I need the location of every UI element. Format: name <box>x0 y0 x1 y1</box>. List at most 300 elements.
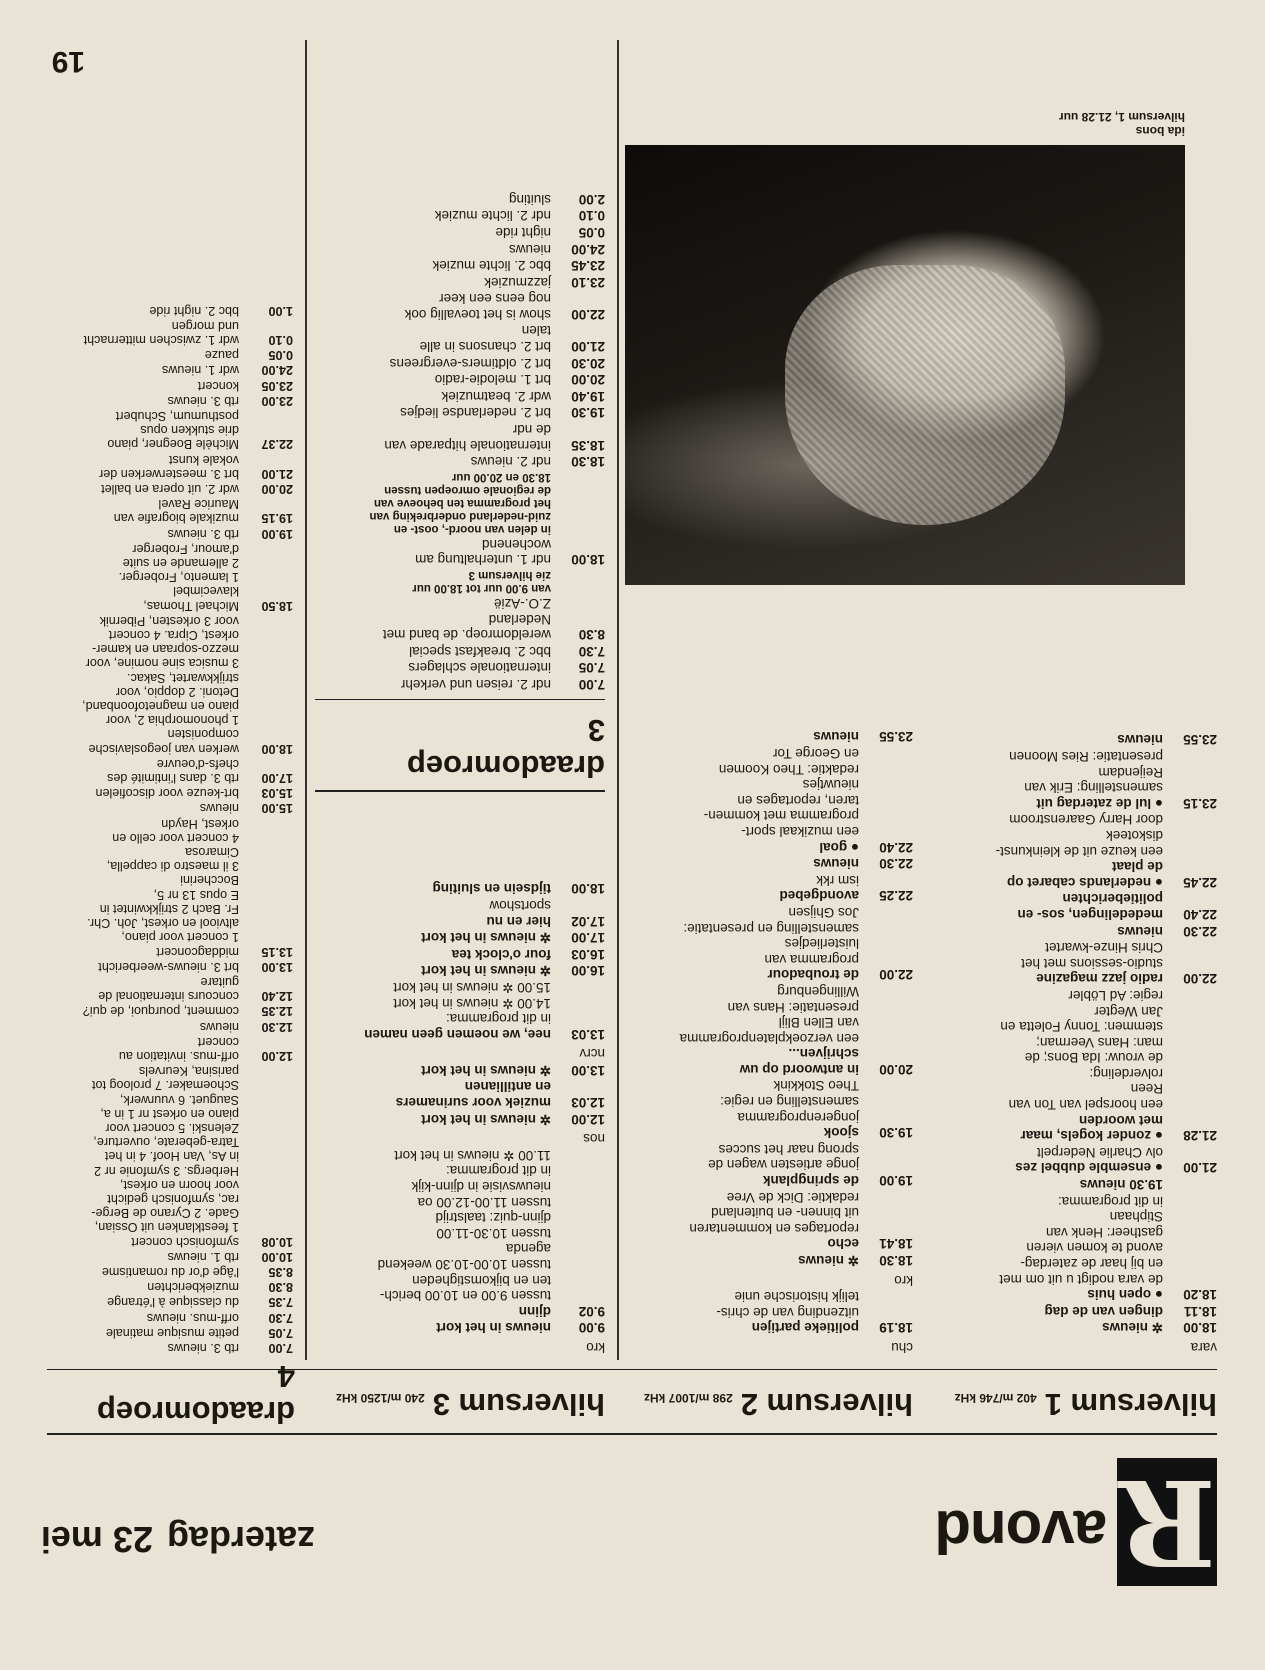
program-title: ✲ nieuws in het kort <box>421 1111 551 1127</box>
program-time: 23.10 <box>571 274 605 290</box>
program-description: jazzmuziek <box>484 274 551 290</box>
station-header-hilversum-1 <box>955 1386 1217 1422</box>
program-entry <box>315 421 605 452</box>
program-title: mededelingen, sos- en politieberichten <box>1017 891 1163 922</box>
program-entry <box>927 1193 1217 1302</box>
program-entry <box>315 454 605 470</box>
photo-hat-shape <box>785 265 1065 525</box>
program-time: 13.00 <box>571 1062 605 1078</box>
program-title: ✲ nieuws <box>1102 1320 1163 1336</box>
program-description: nieuws <box>508 241 551 257</box>
program-entry <box>315 676 605 692</box>
program-entry <box>43 801 293 815</box>
program-description: een keuze uit de kleinkunst- diskoteek door Harry Gaarenstroom <box>995 812 1163 859</box>
program-title: politieke partijen <box>751 1320 859 1336</box>
photo-caption: ida bons hilversum 1, 21.28 uur <box>1058 110 1185 138</box>
program-time: 12.35 <box>261 1004 293 1019</box>
program-title: ● lul de zaterdag uit <box>1036 795 1163 811</box>
program-time: 10.00 <box>261 1249 293 1264</box>
program-time: 22.40 <box>879 839 913 855</box>
program-entry <box>315 208 605 224</box>
station-title: hilversum 1 <box>1044 1387 1217 1422</box>
program-entry <box>43 786 293 800</box>
program-time: 17.00 <box>261 771 293 786</box>
program-time: 19.30 <box>571 405 605 421</box>
program-title: four o'clock tea <box>451 946 551 962</box>
program-entry <box>315 536 605 567</box>
program-time: 7.05 <box>268 1325 293 1340</box>
program-entry <box>315 930 605 946</box>
program-time: 18.00 <box>261 741 293 756</box>
program-time: 22.00 <box>571 306 605 322</box>
program-entry <box>315 963 605 979</box>
program-entry <box>43 1310 293 1324</box>
program-description: muzikale biografie van Maurice Ravel <box>113 497 239 526</box>
program-description: brt-keuze voor discofielen <box>95 786 239 801</box>
program-title: nee, we noemen geen namen <box>364 1026 551 1042</box>
program-time: 13.00 <box>261 959 293 974</box>
program-entry <box>43 348 293 362</box>
program-description: van 9.00 uur tot 18.00 uur zie hilversum 3 <box>412 569 551 595</box>
date-label: 23 mei <box>40 1519 153 1560</box>
program-entry <box>927 1320 1217 1336</box>
program-title: ✲ nieuws in het kort <box>421 930 551 946</box>
column-divider <box>617 40 619 1360</box>
program-description: ndr 2. reisen und verkehr <box>400 677 551 692</box>
program-time: 22.40 <box>1183 906 1217 922</box>
program-entry <box>927 748 1217 810</box>
program-time: 10.08 <box>261 1234 293 1249</box>
program-entry <box>43 1004 293 1018</box>
column-divider <box>305 40 307 1360</box>
program-description: ism rkk <box>816 872 859 888</box>
program-title: sjook <box>823 1125 859 1141</box>
program-entry <box>315 405 605 421</box>
program-entry <box>927 732 1217 748</box>
program-description: wereldomroep. de band met Nederland Z.O.-Azië <box>382 596 551 643</box>
program-column-draadomroep-3 <box>315 190 605 692</box>
program-entry <box>927 923 1217 939</box>
program-description: ndr 1. unterhaltung am wochenend <box>415 536 551 568</box>
program-time: 22.00 <box>1183 971 1217 987</box>
program-entry <box>315 274 605 290</box>
program-column-hilversum-3 <box>315 880 605 1355</box>
program-time: 18.00 <box>1183 1320 1217 1336</box>
program-entry <box>315 355 605 371</box>
program-entry <box>623 729 913 745</box>
program-entry <box>927 891 1217 922</box>
program-entry <box>623 904 913 982</box>
program-entry <box>315 595 605 642</box>
program-title: nieuws <box>813 856 859 872</box>
program-title: ✲ nieuws in het kort <box>421 963 551 979</box>
program-time: 16.03 <box>571 946 605 962</box>
program-description: brt 2. oldtimers-evergreens <box>389 355 551 371</box>
program-entry <box>623 983 913 1077</box>
program-title: nieuws <box>813 729 859 745</box>
program-time: 21.00 <box>1183 1160 1217 1176</box>
program-description: reportages en kommentaren uit binnen- en buitenland redaktie: Dick de Vree <box>689 1189 859 1236</box>
program-time: 20.00 <box>571 372 605 388</box>
program-entry <box>43 303 293 317</box>
station-title: draadomroep <box>96 1395 295 1430</box>
program-description: rtb 3. dans l'intimité des chefs-d'oeuvre <box>107 756 239 786</box>
station-frequency: 298 m/1007 kHz <box>643 1391 733 1405</box>
program-time: 8.35 <box>268 1264 293 1279</box>
program-entry <box>43 1265 293 1279</box>
program-title: de springplank <box>762 1173 859 1189</box>
program-description: tussen 9.00 en 10.00 berich- ten en bijkomstigheden tussen 10.00-10.30 weekend agenda tussen 10.30-11.00 djinn-quiz: taalstrijd tussen 11.00-12.00 oa nieuwsvisie in djinn-kijk in dit programma: 11.00 ✲ nieuws in het kort <box>377 1147 551 1304</box>
program-time: 18.30 <box>571 454 605 470</box>
program-time: 18.20 <box>1183 1287 1217 1303</box>
program-entry <box>315 660 605 676</box>
station-title: hilversum 2 <box>740 1387 913 1422</box>
program-entry <box>43 1019 293 1033</box>
program-description: rtb 3. nieuws <box>167 1341 239 1355</box>
program-time: 2.00 <box>578 191 605 207</box>
program-time: 7.30 <box>578 643 605 659</box>
program-description: werken van joegoslavische componisten 1 phonomorphia 2, voor piano en magnetofoonband, Detoni. 2 doppio, voor strijkkwartet, Sakac. 3 musica sine nomine, voor mezzo-sopraan en kamer- orkest, Cipra. 4 concert voor 3 orkesten, Pibernik <box>82 613 239 756</box>
program-entry <box>43 319 293 347</box>
program-entry <box>43 1250 293 1264</box>
program-entry <box>43 482 293 496</box>
program-entry <box>315 1079 605 1110</box>
program-entry <box>43 1326 293 1340</box>
program-description: bbc 2. lichte muziek <box>432 258 551 274</box>
program-time: 0.10 <box>578 208 605 224</box>
program-description: brt 2. nederlandse liedjes <box>400 405 551 421</box>
program-description: nieuws <box>199 1019 239 1034</box>
program-description: ndr 2. nieuws <box>470 454 551 470</box>
program-time: 23.15 <box>1183 795 1217 811</box>
network-label: vara <box>1190 1340 1217 1355</box>
program-entry <box>623 1252 913 1268</box>
network-label: chu <box>891 1340 913 1355</box>
day-label: zaterdag <box>166 1519 315 1560</box>
program-entry <box>43 1341 293 1355</box>
program-entry <box>623 745 913 854</box>
program-description: du classique à l'étrange <box>107 1295 239 1310</box>
program-entry <box>315 191 605 207</box>
program-description: koncert <box>197 378 239 393</box>
date-line <box>27 1518 315 1560</box>
station-title: hilversum 3 <box>432 1387 605 1422</box>
program-title: in antwoord op uw schrijven... <box>739 1046 859 1077</box>
program-description: internationale schlagers <box>408 660 551 676</box>
program-time: 12.03 <box>571 1095 605 1111</box>
program-time: 21.00 <box>571 339 605 355</box>
program-entry <box>315 388 605 404</box>
station-header-draadomroep-3 <box>407 712 605 784</box>
program-description: olv Charlie Nederpelt <box>1036 1144 1163 1160</box>
program-time: 19.30 <box>879 1125 913 1141</box>
draadomroep-3-rule <box>315 790 605 792</box>
program-description: middagconcert 1 concert voor piano, altviool en orkest, Joh. Chr. Fr. Bach 2 strijkkwintet in E opus 13 nr 5, Boccherini 3 il maestro di cappella, Cimarosa 4 concert voor cello en orkest, Haydn <box>87 816 239 959</box>
program-column-hilversum-1 <box>927 731 1217 1355</box>
section-letter: R <box>1117 1453 1217 1592</box>
program-description: show is het toevallig ook nog eens een keer <box>404 291 551 322</box>
program-description: studio-sessions met het Chris Hinze-kwartet <box>1021 940 1163 971</box>
program-time: 17.00 <box>571 930 605 946</box>
program-time: 18.11 <box>1183 1303 1217 1319</box>
program-description: wdr 1. zwischen mitternacht und morgen <box>83 318 239 347</box>
program-description: brt 2. chansons in alle talen <box>419 323 551 355</box>
program-time: 9.02 <box>578 1303 605 1319</box>
program-description: internationale hitparade van de ndr <box>384 422 551 453</box>
program-entry <box>43 1035 293 1063</box>
program-entry <box>927 987 1217 1143</box>
program-entry <box>927 1303 1217 1319</box>
program-entry <box>43 1295 293 1309</box>
program-title: dingen van de dag <box>1044 1303 1163 1319</box>
program-entry <box>43 409 293 452</box>
program-title: ● zonder kogels, maar met woorden <box>1020 1112 1163 1144</box>
program-entry <box>927 940 1217 987</box>
program-time: 7.30 <box>268 1310 293 1325</box>
program-time: 18.35 <box>571 437 605 453</box>
program-title: djinn <box>518 1303 551 1319</box>
program-title: hier en nu <box>486 913 551 929</box>
network-label: nos <box>583 1131 605 1147</box>
program-time: 13.03 <box>571 1026 605 1042</box>
program-description: Michèle Boegner, piano drie stukken opus posthumum, Schubert <box>107 409 239 452</box>
program-entry <box>43 757 293 785</box>
program-description: in delen van noord-, oost- en zuid-nederland onderbreking van het programma ten behoeve van de regionale omroepen tussen 18.30 en 20.00 uur <box>369 471 551 536</box>
program-description: pauze <box>204 348 239 363</box>
station-header-draadomroep-4 <box>97 1358 295 1430</box>
program-title: echo <box>827 1236 859 1252</box>
program-description: jonge artiesten wagen de sprong naar het succes <box>708 1141 859 1173</box>
program-description: muziekberichten <box>147 1280 239 1295</box>
program-entry <box>315 470 605 535</box>
program-entry <box>43 614 293 756</box>
program-description: sluiting <box>508 191 551 207</box>
program-title: ✲ nieuws in het kort <box>421 1062 551 1078</box>
program-time: 7.00 <box>578 677 605 692</box>
program-description: wdr 1. nieuws <box>162 363 239 378</box>
program-time: 23.55 <box>879 729 913 745</box>
station-frequency: 240 m/1250 kHz <box>335 1391 425 1405</box>
program-entry <box>927 812 1217 890</box>
program-column-draadomroep-4 <box>43 302 293 1355</box>
station-number: 4 <box>277 1359 295 1394</box>
program-entry <box>623 1141 913 1188</box>
program-column-hilversum-2 <box>623 728 913 1355</box>
program-entry <box>315 241 605 257</box>
program-description: wdr 2. beatmuziek <box>441 388 551 404</box>
program-description: uitzending van de chris- telijk historische unie <box>716 1289 859 1320</box>
program-description: concours international de guitare <box>98 974 239 1004</box>
network-label: kro <box>586 1340 605 1355</box>
program-time: 12.00 <box>571 1111 605 1127</box>
program-description: programma van luisterliedjes samenstelling en presentatie: Jos Ghijsen <box>683 904 859 967</box>
program-time: 22.25 <box>879 888 913 904</box>
program-time: 8.30 <box>578 627 605 643</box>
station-number: 3 <box>587 713 605 748</box>
program-entry <box>315 224 605 240</box>
program-description: brt 3. meesterwerken der vokale kunst <box>99 452 239 481</box>
program-entry <box>43 542 293 613</box>
program-entry <box>43 816 293 958</box>
station-header-hilversum-2 <box>644 1386 913 1422</box>
program-entry <box>43 363 293 377</box>
program-title: ● ensemble dubbel zes <box>1015 1160 1163 1176</box>
network-label: kro <box>894 1272 913 1288</box>
program-entry <box>315 979 605 1041</box>
program-title: tijdsein en sluiting <box>432 881 551 897</box>
program-time: 24.00 <box>571 241 605 257</box>
network-label: ncrv <box>579 1046 605 1062</box>
program-description: een muzikaal sport- programma met kommen- taren, reportages en nieuwtjes redaktie: Theo Koomen en George Tor <box>703 746 859 839</box>
program-time: 18.00 <box>571 552 605 568</box>
draadomroep-3-rule <box>315 699 605 700</box>
program-entry <box>315 1062 605 1078</box>
program-title: de troubadour <box>767 967 859 983</box>
program-title: radio jazz magazine <box>1036 971 1163 987</box>
program-entry <box>623 1189 913 1251</box>
program-entry <box>315 568 605 594</box>
program-description: wdr 2. uit opera en ballet <box>101 482 239 497</box>
program-entry <box>315 323 605 354</box>
program-description: brt 3. nieuws-weerbericht <box>98 959 239 974</box>
program-description: jongerenprogramma samenstelling en regie: Theo Stokkink <box>720 1078 859 1125</box>
program-time: 23.55 <box>1183 732 1217 748</box>
program-entry <box>623 1078 913 1140</box>
program-time: 9.00 <box>578 1320 605 1336</box>
program-time: 8.30 <box>268 1280 293 1295</box>
program-time: 22.30 <box>879 856 913 872</box>
program-time: 18.50 <box>261 598 293 613</box>
program-time: 22.00 <box>879 967 913 983</box>
program-time: 21.28 <box>1183 1128 1217 1144</box>
section-title: avond <box>935 1498 1107 1565</box>
program-time: 19.15 <box>261 511 293 526</box>
program-description: l'âge d'or du romantisme <box>101 1264 239 1279</box>
program-title: nieuws in het kort <box>436 1320 551 1336</box>
program-time: 18.30 <box>879 1253 913 1269</box>
program-description: in dit programma: 14.00 ✲ nieuws in het kort 15.00 ✲ nieuws in het kort <box>393 979 551 1027</box>
program-entry <box>315 291 605 322</box>
header-rule <box>47 1433 1217 1435</box>
program-time: 0.05 <box>268 348 293 363</box>
program-time: 23.00 <box>261 393 293 408</box>
program-description: bbc 2. night ride <box>149 303 239 318</box>
program-description: een verzoekplatenprogramma van Ellen Blijl presentatie: Hans van Willingenburg <box>679 983 859 1046</box>
program-time: 19.40 <box>571 388 605 404</box>
program-entry <box>315 1147 605 1319</box>
program-entry <box>43 526 293 540</box>
program-description: comment, pourquoi, de qui? <box>82 1004 239 1019</box>
program-entry <box>43 960 293 974</box>
program-title: ✲ nieuws <box>798 1253 859 1269</box>
program-entry <box>315 897 605 928</box>
program-time: 12.30 <box>261 1019 293 1034</box>
program-description: sportshow <box>489 897 551 913</box>
program-description: rtb 3. nieuws <box>167 393 239 408</box>
program-description: een hoorspel van Ton van Reen rolverdeling: de vrouw: Ida Bons; de man: Hans Veerman; stemmen: Tonny Foletta en Jan Wegter regie: Ad Löbler <box>1000 987 1163 1113</box>
program-entry <box>623 856 913 872</box>
program-entry <box>315 643 605 659</box>
program-entry <box>43 452 293 480</box>
program-time: 7.05 <box>578 660 605 676</box>
program-time: 18.19 <box>879 1320 913 1336</box>
program-time: 15.03 <box>261 786 293 801</box>
program-time: 20.00 <box>879 1061 913 1077</box>
program-time: 22.45 <box>1183 874 1217 890</box>
page-number: 19 <box>51 45 85 78</box>
program-time: 0.05 <box>578 224 605 240</box>
program-time: 13.15 <box>261 944 293 959</box>
program-time: 23.05 <box>261 378 293 393</box>
program-entry <box>315 372 605 388</box>
program-entry <box>43 975 293 1003</box>
program-time: 0.10 <box>268 332 293 347</box>
program-time: 22.37 <box>261 437 293 452</box>
station-header-hilversum-3 <box>336 1386 605 1422</box>
program-time: 18.00 <box>571 881 605 897</box>
program-time: 19.00 <box>261 526 293 541</box>
program-time: 16.00 <box>571 963 605 979</box>
program-description: symfonisch concert 1 feestklanken uit Ossian, Gade. 2 Cyrano de Berge- rac, symfonisch gedicht voor hoorn en orkest, Herbergs. 3 symfonie nr 2 in As, Van Hoof. 4 in het Tatra-geberate, ouverture, Zelenski. 5 concert voor piano en orkest nr 1 in a, Sauguet. 6 vuurwerk, Schoemaker. 7 proloog tot parisina, Keurvels <box>91 1064 239 1249</box>
program-entry <box>43 378 293 392</box>
program-time: 17.02 <box>571 913 605 929</box>
program-title: ● nederlands cabaret op de plaat <box>1007 859 1163 890</box>
station-frequency: 402 m/746 kHz <box>954 1391 1037 1405</box>
program-time: 18.41 <box>879 1236 913 1252</box>
program-time: 22.30 <box>1183 923 1217 939</box>
program-description: brt 1. melodie-radio <box>434 372 551 388</box>
program-title: nieuws <box>1117 923 1163 939</box>
program-description: orff-mus. invitation au concert <box>118 1034 239 1063</box>
program-time: 20.30 <box>571 355 605 371</box>
program-description: orff-mus. nieuws <box>146 1310 239 1325</box>
program-title: nieuws <box>1117 732 1163 748</box>
program-entry <box>927 1176 1217 1192</box>
program-description: night ride <box>495 224 551 240</box>
program-time: 24.00 <box>261 363 293 378</box>
program-entry <box>315 1320 605 1336</box>
program-entry <box>927 1144 1217 1175</box>
program-time: 19.00 <box>879 1173 913 1189</box>
program-description: nieuws <box>199 801 239 816</box>
program-description: ndr 2. lichte muziek <box>434 208 551 224</box>
program-entry <box>315 258 605 274</box>
program-description: samenstelling: Erik van Reijendam presentatie: Ries Moonen <box>1009 749 1163 796</box>
program-title: muziek voor surinamers en antillianen <box>395 1079 551 1111</box>
program-entry <box>623 872 913 903</box>
program-description: rtb 3. nieuws <box>167 526 239 541</box>
program-time: 15.00 <box>261 801 293 816</box>
station-title: draadomroep <box>406 749 605 784</box>
program-description: petite musique matinale <box>105 1325 239 1340</box>
program-entry <box>43 394 293 408</box>
program-title: avondgebed <box>779 888 859 904</box>
program-description: rtb 1. nieuws <box>167 1249 239 1264</box>
program-time: 21.00 <box>261 466 293 481</box>
program-entry <box>315 946 605 962</box>
program-description: Michael Thomas, klavecimbel 1 lamento, Froberger. 2 allemande en suite d'amour, Froberger <box>118 541 239 613</box>
program-time: 12.40 <box>261 989 293 1004</box>
program-entry <box>315 881 605 897</box>
program-entry <box>315 1111 605 1127</box>
program-title: ● open huis <box>1087 1287 1163 1303</box>
program-entry <box>43 497 293 525</box>
program-description: bbc 2. breakfast special <box>409 643 551 659</box>
program-description: de vara nodigt u uit om met en bij haar de zaterdag- avond te komen vieren gastheer: Henk van Stiphaan in dit programma: <box>999 1193 1163 1287</box>
program-time: 12.00 <box>261 1048 293 1063</box>
program-time: 23.45 <box>571 258 605 274</box>
program-entry <box>623 1289 913 1336</box>
